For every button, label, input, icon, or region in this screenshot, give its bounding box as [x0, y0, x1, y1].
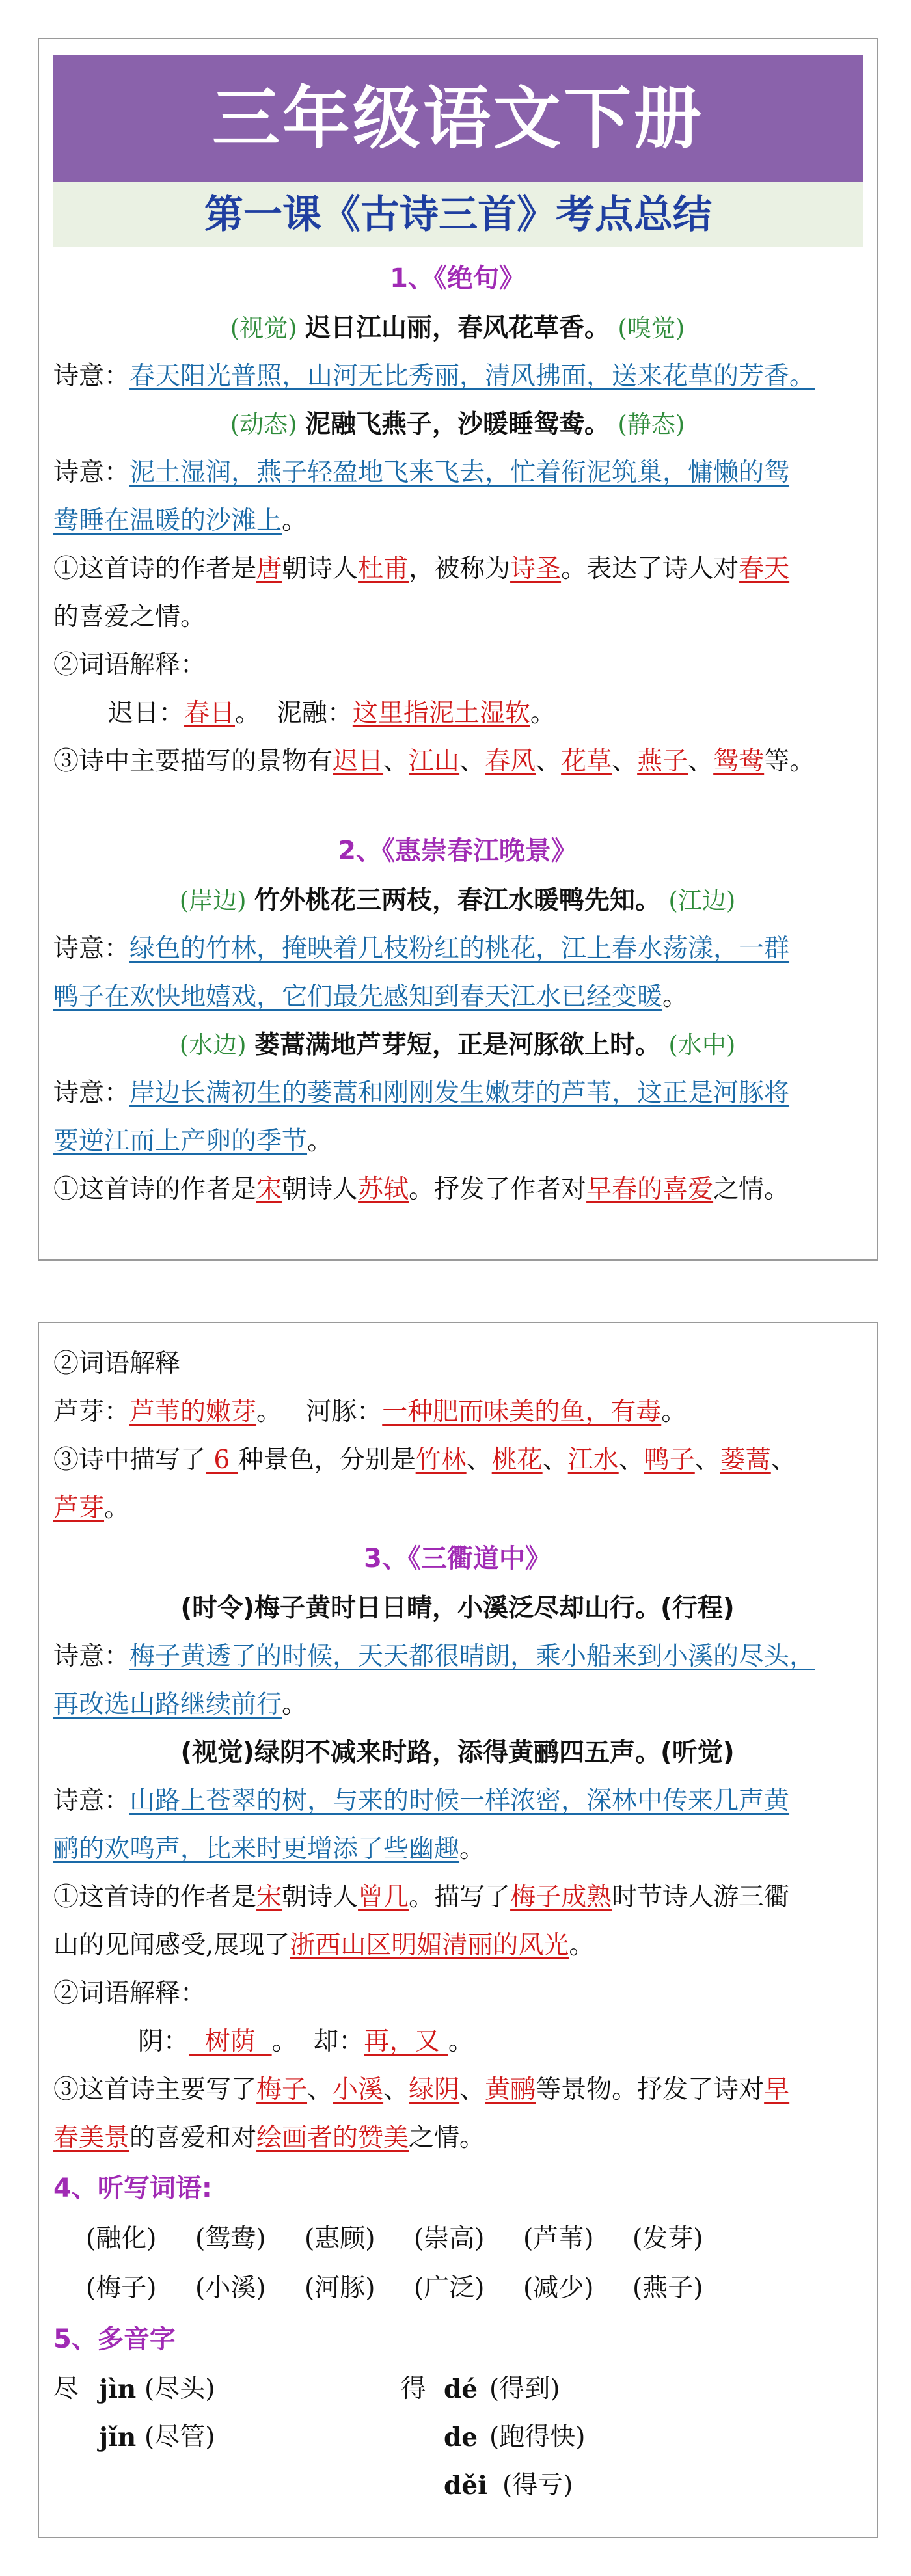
verse-text: 蒌蒿满地芦芽短，正是河豚欲上时。	[254, 1030, 660, 1060]
meaning-text: 再改选山路继续前行	[53, 1690, 282, 1719]
text: 等景物。抒发了诗对	[536, 2075, 765, 2104]
vocab-word: (芦苇)	[523, 2224, 594, 2253]
poem-3-question-3-cont	[53, 2114, 862, 2162]
answer: 江水	[567, 1445, 619, 1475]
text: ③诗中描写了	[53, 1445, 206, 1475]
poem-3-verse-1: (时令)梅子黄时日日晴，小溪泛尽却山行。(行程)	[180, 1594, 735, 1623]
poem-3-question-1-cont	[53, 1922, 862, 1970]
poem-1-vocab-answers	[53, 690, 862, 738]
text: 。	[104, 1494, 130, 1523]
vocab-word: (梅子)	[86, 2274, 157, 2303]
text: 山的见闻感受,展现了	[53, 1931, 290, 1960]
pinyin: děi	[444, 2471, 487, 2501]
text: 阴：	[138, 2027, 189, 2056]
answer: 宋	[256, 1175, 282, 1204]
vocab-row-1	[53, 2214, 862, 2264]
verse-tag: (视觉)	[230, 314, 297, 342]
verse-tag: (水边)	[179, 1031, 247, 1059]
meaning-label: 诗意：	[53, 1786, 130, 1816]
answer: 树荫	[189, 2027, 272, 2056]
answer: 宋	[256, 1883, 282, 1912]
text: 。 却：	[271, 2027, 364, 2056]
meaning-label: 诗意：	[53, 1642, 130, 1671]
poem-3-meaning-2	[53, 1777, 862, 1825]
poem-3-vocab-answers	[53, 2018, 862, 2066]
text: 之情。	[409, 2123, 485, 2153]
poem-2-question-1	[53, 1166, 862, 1214]
answer: 竹林	[415, 1445, 467, 1475]
text: 的喜爱和对	[129, 2123, 257, 2153]
pinyin: dé	[444, 2374, 478, 2404]
meaning-text: 梅子黄透了的时候，天天都很晴朗，乘小船来到小溪的尽头，	[129, 1642, 815, 1671]
vocab-word: (发芽)	[632, 2224, 703, 2253]
text: 种景色，分别是	[238, 1445, 416, 1475]
meaning-text: 鸯睡在温暖的沙滩上	[53, 506, 282, 535]
poem-1-meaning-2	[53, 449, 862, 497]
answer: 浙西山区明媚清丽的风光	[290, 1931, 569, 1960]
poem-1-verse-1	[53, 304, 862, 353]
answer: 梅子	[256, 2075, 308, 2104]
poem-1-heading: 1、《绝句》	[390, 263, 525, 293]
verse-tag: (嗅觉)	[618, 314, 685, 342]
text: ③诗中主要描写的景物有	[53, 747, 333, 776]
poem-2-meaning-1	[53, 925, 862, 973]
separator: 、	[694, 1445, 720, 1475]
separator: 、	[459, 2075, 485, 2104]
text: 。 泥融：	[235, 699, 353, 728]
polyphone-row-1	[53, 2365, 862, 2413]
verse-text: 泥融飞燕子，沙暖睡鸳鸯。	[305, 410, 610, 439]
poem-3-heading: 3、《三衢道中》	[364, 1544, 551, 1574]
poem-1-question-3	[53, 738, 862, 786]
text: 。	[448, 2027, 474, 2056]
text: ③这首诗主要写了	[53, 2075, 257, 2104]
answer: 芦芽	[53, 1494, 105, 1523]
separator: 、	[542, 1445, 568, 1475]
text: 迟日：	[108, 699, 185, 728]
text: ①这首诗的作者是	[53, 1175, 257, 1204]
punctuation: 。	[307, 1127, 333, 1156]
example-word: (跑得快)	[489, 2422, 586, 2452]
separator: 、	[770, 1445, 796, 1475]
meaning-text: 鸭子在欢快地嬉戏，它们最先感知到春天江水已经变暖	[53, 982, 663, 1012]
poem-3-meaning-2-cont	[53, 1825, 862, 1873]
separator: 、	[383, 2075, 409, 2104]
vocab-word: (融化)	[86, 2224, 157, 2253]
meaning-text: 春天阳光普照，山河无比秀丽，清风拂面，送来花草的芳香。	[129, 362, 815, 391]
verse-tag: (静态)	[618, 410, 685, 438]
vocab-word: (小溪)	[195, 2274, 266, 2303]
vocab-heading: 4、听写词语:	[53, 2173, 212, 2203]
verse-tag: (水中)	[668, 1031, 736, 1059]
char: 尽	[53, 2374, 79, 2404]
answer: 梅子成熟	[510, 1883, 612, 1912]
punctuation: 。	[459, 1834, 485, 1864]
text: 朝诗人	[282, 1883, 359, 1912]
poem-2-verse-1	[53, 877, 862, 925]
polyphone-row-2	[53, 2413, 862, 2462]
separator: 、	[688, 747, 714, 776]
vocab-word: (鸳鸯)	[195, 2224, 266, 2253]
answer: 桃花	[491, 1445, 543, 1475]
answer: 绿阴	[409, 2075, 460, 2104]
pinyin: de	[444, 2422, 478, 2452]
poem-2-meaning-2-cont	[53, 1118, 862, 1166]
answer: 春天	[739, 554, 790, 584]
text: 。 河豚：	[256, 1397, 383, 1427]
separator: 、	[383, 747, 409, 776]
answer: 花草	[561, 747, 612, 776]
vocab-word: (惠顾)	[305, 2224, 375, 2253]
answer: 早	[764, 2075, 790, 2104]
answer: 蒌蒿	[720, 1445, 771, 1475]
text: ①这首诗的作者是	[53, 1883, 257, 1912]
answer: 鸭子	[644, 1445, 695, 1475]
text: ，被称为	[409, 554, 511, 584]
meaning-text: 要逆江而上产卵的季节	[53, 1127, 308, 1156]
vocab-word: (广泛)	[414, 2274, 485, 2303]
example-word: (得亏)	[502, 2471, 573, 2500]
page-title: 三年级语文下册	[53, 55, 863, 182]
answer: 小溪	[333, 2075, 384, 2104]
answer: 早春的喜爱	[586, 1175, 714, 1204]
polyphone-section	[39, 2313, 877, 2510]
polyphone-heading: 5、多音字	[53, 2324, 176, 2354]
poem-1-verse-2	[53, 401, 862, 449]
vocab-row-2	[53, 2264, 862, 2313]
answer: 杜甫	[358, 554, 409, 584]
answer: 6	[206, 1445, 238, 1475]
meaning-text: 鹂的欢鸣声，比来时更增添了些幽趣	[53, 1834, 460, 1864]
answer: 一种肥而味美的鱼，有毒	[382, 1397, 662, 1427]
polyphone-row-3	[53, 2462, 862, 2510]
verse-text: 竹外桃花三两枝，春江水暖鸭先知。	[254, 886, 660, 915]
vocab-word: (河豚)	[305, 2274, 375, 2303]
answer: 鸳鸯	[713, 747, 765, 776]
poem-2-question-3	[53, 1436, 862, 1484]
answer: 诗圣	[510, 554, 562, 584]
answer: 苏轼	[358, 1175, 409, 1204]
answer: 芦苇的嫩芽	[129, 1397, 257, 1427]
punctuation: 。	[282, 1690, 308, 1719]
lesson-subtitle: 第一课《古诗三首》考点总结	[53, 182, 863, 247]
meaning-label: 诗意：	[53, 458, 130, 487]
poem-2-question-2: ②词语解释	[53, 1349, 181, 1378]
text: 朝诗人	[282, 1175, 359, 1204]
verse-tag: (江边)	[668, 887, 736, 915]
worksheet-page-1	[38, 38, 878, 1261]
separator: 、	[618, 1445, 644, 1475]
char: 得	[401, 2374, 427, 2404]
separator: 、	[307, 2075, 333, 2104]
meaning-text: 山路上苍翠的树，与来的时候一样浓密，深林中传来几声黄	[129, 1786, 790, 1816]
pinyin: jìn	[99, 2374, 137, 2404]
poem-3-question-3	[53, 2066, 862, 2114]
poem-2-section	[39, 825, 877, 1214]
poem-2-meaning-1-cont	[53, 973, 862, 1021]
poem-2-vocab-answers	[53, 1388, 862, 1436]
poem-3-meaning-1-cont	[53, 1681, 862, 1729]
example-word: (尽管)	[144, 2422, 215, 2452]
verse-tag: (动态)	[230, 410, 297, 438]
separator: 、	[459, 747, 485, 776]
poem-3-meaning-1	[53, 1633, 862, 1681]
answer: 再，又	[364, 2027, 448, 2056]
answer: 春美景	[53, 2123, 130, 2153]
answer: 曾几	[358, 1883, 409, 1912]
meaning-label: 诗意：	[53, 934, 130, 963]
separator: 、	[466, 1445, 492, 1475]
poem-1-meaning-1	[53, 353, 862, 401]
poem-1-question-2: ②词语解释：	[53, 651, 206, 680]
answer: 江山	[409, 747, 460, 776]
answer: 唐	[256, 554, 282, 584]
poem-2-verse-2	[53, 1021, 862, 1069]
vocab-word: (燕子)	[632, 2274, 703, 2303]
vocab-section	[39, 2162, 877, 2313]
punctuation: 。	[282, 506, 308, 535]
text: 。描写了	[409, 1883, 511, 1912]
example-word: (得到)	[489, 2374, 560, 2404]
text: 。表达了诗人对	[561, 554, 739, 584]
poem-2-meaning-2	[53, 1069, 862, 1118]
answer: 春日	[184, 699, 236, 728]
separator: 、	[536, 747, 562, 776]
poem-3-question-2: ②词语解释：	[53, 1979, 206, 2008]
verse-tag: (岸边)	[179, 887, 247, 915]
text: 朝诗人	[282, 554, 359, 584]
vocab-word: (减少)	[523, 2274, 594, 2303]
worksheet-page-2	[38, 1322, 878, 2538]
punctuation: 。	[662, 982, 688, 1012]
meaning-label: 诗意：	[53, 1079, 130, 1108]
poem-1-question-1-cont: 的喜爱之情。	[53, 602, 206, 632]
verse-text: 迟日江山丽，春风花草香。	[305, 314, 610, 343]
meaning-text: 岸边长满初生的蒌蒿和刚刚发生嫩芽的芦苇，这正是河豚将	[129, 1079, 790, 1108]
example-word: (尽头)	[144, 2374, 215, 2404]
text: 。	[530, 699, 556, 728]
text: 芦芽：	[53, 1397, 130, 1427]
meaning-label: 诗意：	[53, 362, 130, 391]
answer: 这里指泥土湿软	[352, 699, 530, 728]
answer: 迟日	[333, 747, 384, 776]
poem-2-continued	[39, 1323, 877, 1533]
text: 。	[661, 1397, 687, 1427]
text: ①这首诗的作者是	[53, 554, 257, 584]
answer: 绘画者的赞美	[256, 2123, 409, 2153]
poem-2-question-3-cont	[53, 1484, 862, 1533]
meaning-text: 泥土湿润，燕子轻盈地飞来飞去，忙着衔泥筑巢，慵懒的鸳	[129, 458, 790, 487]
answer: 黄鹂	[485, 2075, 536, 2104]
text: 等。	[764, 747, 815, 776]
spacer	[39, 786, 877, 825]
poem-1-section	[39, 252, 877, 786]
poem-3-verse-2: (视觉)绿阴不减来时路，添得黄鹂四五声。(听觉)	[180, 1738, 735, 1767]
poem-1-meaning-2-cont	[53, 497, 862, 545]
meaning-text: 绿色的竹林，掩映着几枝粉红的桃花，江上春水荡漾，一群	[129, 934, 790, 963]
poem-1-question-1	[53, 545, 862, 593]
poem-3-section	[39, 1533, 877, 2162]
pinyin: jǐn	[99, 2422, 137, 2452]
answer: 春风	[485, 747, 536, 776]
text: 之情。	[713, 1175, 790, 1204]
text: 时节诗人游三衢	[612, 1883, 790, 1912]
poem-3-question-1	[53, 1873, 862, 1922]
separator: 、	[612, 747, 638, 776]
vocab-word: (崇高)	[414, 2224, 485, 2253]
text: 。	[569, 1931, 595, 1960]
answer: 燕子	[637, 747, 688, 776]
poem-2-heading: 2、《惠崇春江晚景》	[338, 836, 577, 866]
text: 。抒发了作者对	[409, 1175, 587, 1204]
